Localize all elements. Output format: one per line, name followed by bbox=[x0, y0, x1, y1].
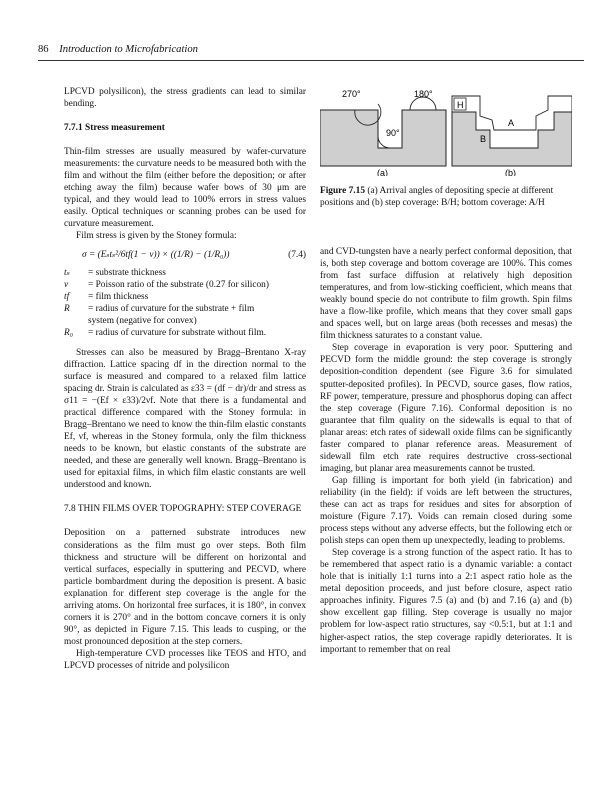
definition-item bbox=[64, 327, 306, 339]
right-column bbox=[320, 246, 572, 656]
equation-number: (7.4) bbox=[288, 249, 306, 260]
paragraph: Thin-film stresses are usually measured by wafer-curvature measurements: the curvature needs to be measured both with the film and without the film (either before the deposition; or after etching away the film) because wafer bows of 30 μm are typical, and they would lead to 100% errors in stress values easily. Optical techniques or scanning probes can be used for curvature measurement. bbox=[64, 147, 306, 230]
subfigure-label-b: (b) bbox=[505, 168, 516, 176]
angle-90-label: 90° bbox=[386, 128, 400, 138]
paragraph: Step coverage is a strong function of the aspect ratio. It has to be remembered that aspect ratio is a dynamic variable: a contact hole that is initially 1:1 turns into a 2:1 aspect ratio hole as the metal deposition proceeds, and just before closure, aspect ratio approaches infinity. Figures 7.5 (a) and (b) and 7.16 (a) and (b) show excellent gap filling. Step coverage is usually no major problem for low-aspect ratio structures, say <0.5:1, but at 1:1 and higher-aspect ratios, the step coverage rapidly deteriorates. It is important to remember that on real bbox=[320, 548, 572, 655]
equation-body: σ = (Eₛtₛ²/6tf(1 − ν)) × ((1/R) − (1/R₀)) bbox=[82, 249, 230, 260]
stoney-equation bbox=[82, 249, 306, 261]
figure-diagram bbox=[320, 86, 572, 176]
definition-text: = film thickness bbox=[88, 291, 149, 302]
definition-symbol: tₛ bbox=[64, 267, 70, 278]
paragraph: and CVD-tungsten have a nearly perfect conformal deposition, that is, both step coverage and bottom coverage are 100%. This comes from fast surface diffusion at relatively high deposition temperatures, and from low-sticking coefficient, which means that weakly bound specie do not contribute to film growth. Spin films have a flow-like profile, which means that they cover small gaps and spaces well, but on large areas (both recesses and mesas) the film thickness saturates to a constant value. bbox=[320, 247, 572, 342]
angle-270-label: 270° bbox=[342, 89, 361, 99]
figure-caption bbox=[320, 185, 572, 209]
label-H: H bbox=[457, 100, 464, 110]
definition-symbol: R bbox=[64, 303, 70, 314]
definition-list bbox=[64, 267, 306, 339]
paragraph: Film stress is given by the Stoney formula: bbox=[76, 231, 237, 242]
definition-symbol: R₀ bbox=[64, 327, 73, 338]
figure-7-15 bbox=[320, 86, 572, 209]
definition-item bbox=[64, 279, 306, 291]
definition-item bbox=[64, 303, 306, 315]
definition-item bbox=[64, 267, 306, 279]
figure-caption-label: Figure 7.15 bbox=[320, 186, 365, 196]
section-heading-7-8: 7.8 THIN FILMS OVER TOPOGRAPHY: STEP COVERAGE bbox=[64, 504, 302, 515]
paragraph: High-temperature CVD processes like TEOS and HTO, and LPCVD processes of nitride and polysilicon bbox=[64, 648, 306, 671]
panel-a bbox=[320, 89, 446, 176]
definition-text: = radius of curvature for substrate without film. bbox=[88, 327, 267, 338]
page-number: 86 bbox=[38, 44, 49, 55]
subfigure-label-a: (a) bbox=[377, 168, 388, 176]
definition-text: = Poisson ratio of the substrate (0.27 for silicon) bbox=[88, 279, 269, 290]
definition-text: = substrate thickness bbox=[88, 267, 166, 278]
running-header bbox=[38, 44, 584, 55]
label-B: B bbox=[480, 134, 487, 144]
substrate-profile bbox=[320, 110, 446, 166]
definition-symbol bbox=[64, 315, 88, 327]
definition-symbol: tf bbox=[64, 291, 70, 302]
definition-item bbox=[64, 291, 306, 303]
definition-text: system (negative for convex) bbox=[88, 315, 197, 326]
running-title: Introduction to Microfabrication bbox=[59, 44, 198, 55]
header-rule bbox=[38, 60, 584, 61]
label-A: A bbox=[508, 118, 515, 128]
paragraph: Step coverage in evaporation is very poor. Sputtering and PECVD form the middle ground: the step coverage is strongly deposition-condition dependent (see Figure 3.6 for simulated sputter-deposited profiles). In PECVD, source gases, flow ratios, RF power, temperature, pressure and phosphorus doping can affect the step coverage (Figure 7.16). Conformal deposition is no guarantee that film quality on the sidewalls is equal to that of planar areas: etch rates of sidewall oxide films can be significantly faster compared to planar reference areas. Measurement of sidewall film etch rate requires destructive cross-sectional imaging, but planar area measurements cannot be trusted. bbox=[320, 343, 572, 474]
definition-item bbox=[64, 315, 306, 327]
panel-b bbox=[452, 96, 572, 176]
definition-text: = radius of curvature for the substrate + film bbox=[88, 303, 255, 314]
figure-caption-text: (a) Arrival angles of depositing specie at different positions and (b) step coverage: B/H; bottom coverage: A/H bbox=[320, 186, 554, 209]
paragraph: Deposition on a patterned substrate introduces new considerations as the film must go over steps. Both film thickness and structure will be different on horizontal and vertical surfaces, especially in sputtering and PECVD, where particle bombardment during the deposition is present. A basic explanation for different step coverage is the angle for the arriving atoms. On horizontal free surfaces, it is 180°, in convex corners it is 270° and in the bottom concave corners it is only 90°, as depicted in Figure 7.15. This leads to cusping, or the most pronounced deposition at the step corners. bbox=[64, 528, 306, 647]
left-column bbox=[64, 86, 306, 672]
paragraph: Gap filling is important for both yield (in fabrication) and reliability (in the field): if voids are left between the structures, these can act as traps for residues and sites for absorption of moisture (Figure 7.17). Voids can remain closed during some process steps without any adverse effects, but the following etch or polish steps can open them up unexpectedly, leading to problems. bbox=[320, 475, 572, 547]
angle-180-label: 180° bbox=[414, 89, 433, 99]
definition-symbol: ν bbox=[64, 279, 69, 290]
paragraph: Stresses can also be measured by Bragg–Brentano X-ray diffraction. Lattice spacing df in the direction normal to the surface is measured and compared to a relaxed film lattice spacing dr. Strain is calculated as ε33 = (df − dr)/dr and stress as σ11 = −(Ef × ε33)/2νf. Note that there is a fundamental and practical difference compared with the Stoney formula: in Bragg–Brentano we need to know the thin-film elastic constants Ef, νf, whereas in the Stoney formula, only the film thickness needs to be known, but elastic constants of the substrate are needed, and these are generally well known. Bragg–Brentano is used for epitaxial films, in which film elastic constants are well understood and known. bbox=[64, 347, 306, 491]
paragraph: LPCVD polysilicon), the stress gradients can lead to similar bending. bbox=[64, 87, 306, 110]
section-heading-7-7-1: 7.7.1 Stress measurement bbox=[64, 123, 165, 134]
